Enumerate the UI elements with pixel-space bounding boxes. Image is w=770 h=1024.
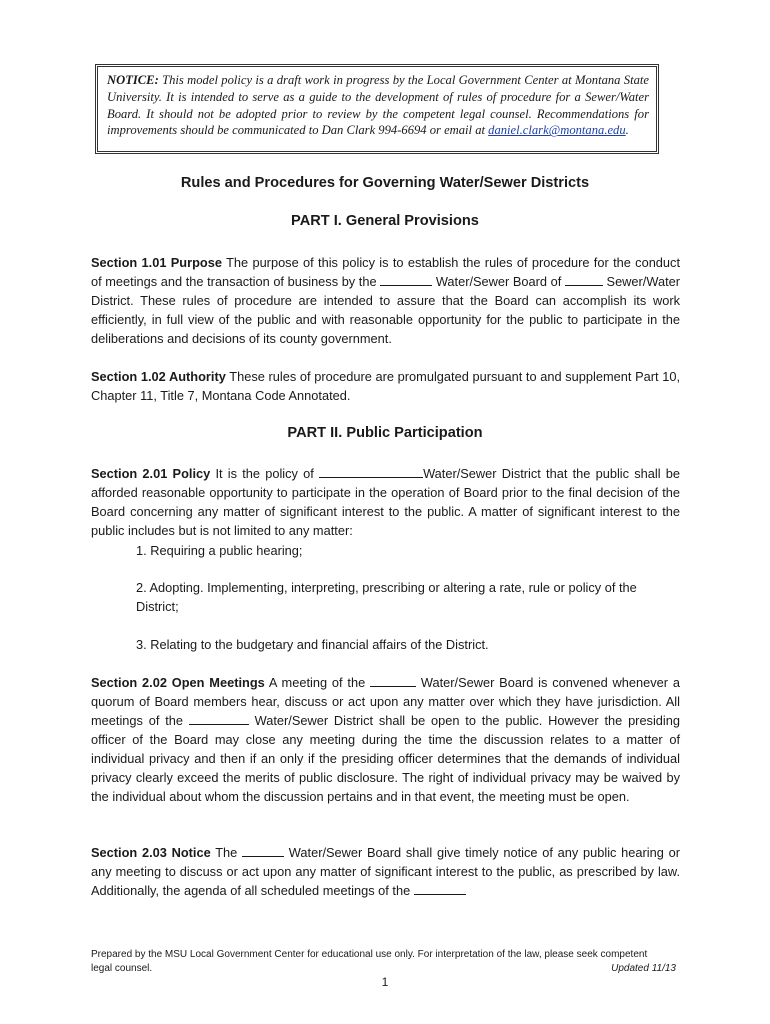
list-item: 3. Relating to the budgetary and financial affairs of the District.: [136, 637, 489, 652]
section-1-01-label: Section 1.01 Purpose: [91, 255, 222, 270]
section-1-02-label: Section 1.02 Authority: [91, 369, 226, 384]
notice-text: This model policy is a draft work in progress by the Local Government Center at Montana State University. It is intended to serve as a guide to the development of rules of procedure for a Sewer/Water Board. It should not be adopted prior to review by the competent legal counsel. Recommendations for improvements should be communicated to Dan Clark 994-6694 or email at: [107, 73, 649, 138]
section-2-01-text-1: It is the policy of: [215, 466, 314, 481]
draft-notice-box: [95, 64, 659, 154]
fill-blank: [319, 465, 423, 478]
fill-blank: [380, 273, 432, 286]
part-2-heading: PART II. Public Participation: [287, 425, 483, 441]
section-1-02: [91, 367, 680, 405]
section-2-02-text-1: A meeting of the: [268, 675, 366, 690]
section-2-01: [91, 464, 680, 540]
fill-blank: [189, 712, 249, 725]
section-2-02-text-2: Water/Sewer Board is convened whenever a quorum of Board members hear, discuss or act upon any matter over which they have jurisdiction. All meetings of the: [91, 675, 680, 728]
fill-blank: [414, 882, 466, 895]
section-2-02: [91, 673, 680, 806]
part-1-heading: PART I. General Provisions: [291, 213, 479, 229]
section-2-02-label: Section 2.02 Open Meetings: [91, 675, 265, 690]
footer-updated-date: Updated 11/13: [611, 963, 676, 974]
section-1-01: [91, 253, 680, 348]
section-1-02-text: These rules of procedure are promulgated pursuant to and supplement Part 10, Chapter 11, Title 7, Montana Code Annotated.: [91, 369, 680, 403]
notice-email-link[interactable]: daniel.clark@montana.edu: [488, 123, 626, 138]
section-2-02-text-3: Water/Sewer District shall be open to the public. However the presiding officer of the Board may close any meeting during the time the discussion relates to a matter of individual privacy and then if an only if the presiding officer determines that the demands of individual privacy clearly exceed the merits of public disclosure. The right of individual privacy may be waived by the individual about whom the discussion pertains and in that event, the meeting must be open.: [91, 713, 680, 804]
section-1-01-text-3: Sewer/Water District. These rules of procedure are intended to assure that the Board can accomplish its work efficiently, in full view of the public and with reasonable opportunity for the public to participate in the deliberations and decisions of its county government.: [91, 274, 681, 346]
footer-disclaimer-line1: Prepared by the MSU Local Government Center for educational use only. For interpretation of the law, please seek competent: [91, 949, 648, 960]
page-number: 1: [381, 975, 389, 989]
notice-label: NOTICE:: [107, 73, 159, 87]
list-item: 2. Adopting. Implementing, interpreting, prescribing or altering a rate, rule or policy of the District;: [136, 580, 637, 614]
fill-blank: [370, 674, 416, 687]
list-item: 1. Requiring a public hearing;: [136, 543, 303, 558]
document-title: Rules and Procedures for Governing Water/Sewer Districts: [180, 175, 590, 191]
notice-email-suffix: .: [625, 123, 629, 138]
footer-disclaimer-line2: legal counsel.: [91, 963, 153, 974]
section-1-01-text-2: Water/Sewer Board of: [435, 274, 562, 289]
section-2-03: [91, 843, 680, 900]
fill-blank: [565, 273, 603, 286]
section-1-01-text-1: The purpose of this policy is to establish the rules of procedure for the conduct of meetings and the transaction of business by the: [91, 255, 680, 289]
section-2-03-label: Section 2.03 Notice: [91, 845, 211, 860]
section-2-01-label: Section 2.01 Policy: [91, 466, 211, 481]
page-footer: [91, 948, 676, 976]
fill-blank: [242, 844, 284, 857]
section-2-03-text-2: Water/Sewer Board shall give timely notice of any public hearing or any meeting to discuss or act upon any matter of significant interest to the public, as prescribed by law. Additionally, the agenda of all scheduled meetings of the: [91, 845, 680, 898]
section-2-01-text-2: Water/Sewer District that the public shall be afforded reasonable opportunity to participate in the operation of Board prior to the final decision of the Board concerning any matter of significant interest to the public. A matter of significant interest to the public includes but is not limited to any matter:: [91, 466, 681, 538]
section-2-03-text-1: The: [215, 845, 238, 860]
